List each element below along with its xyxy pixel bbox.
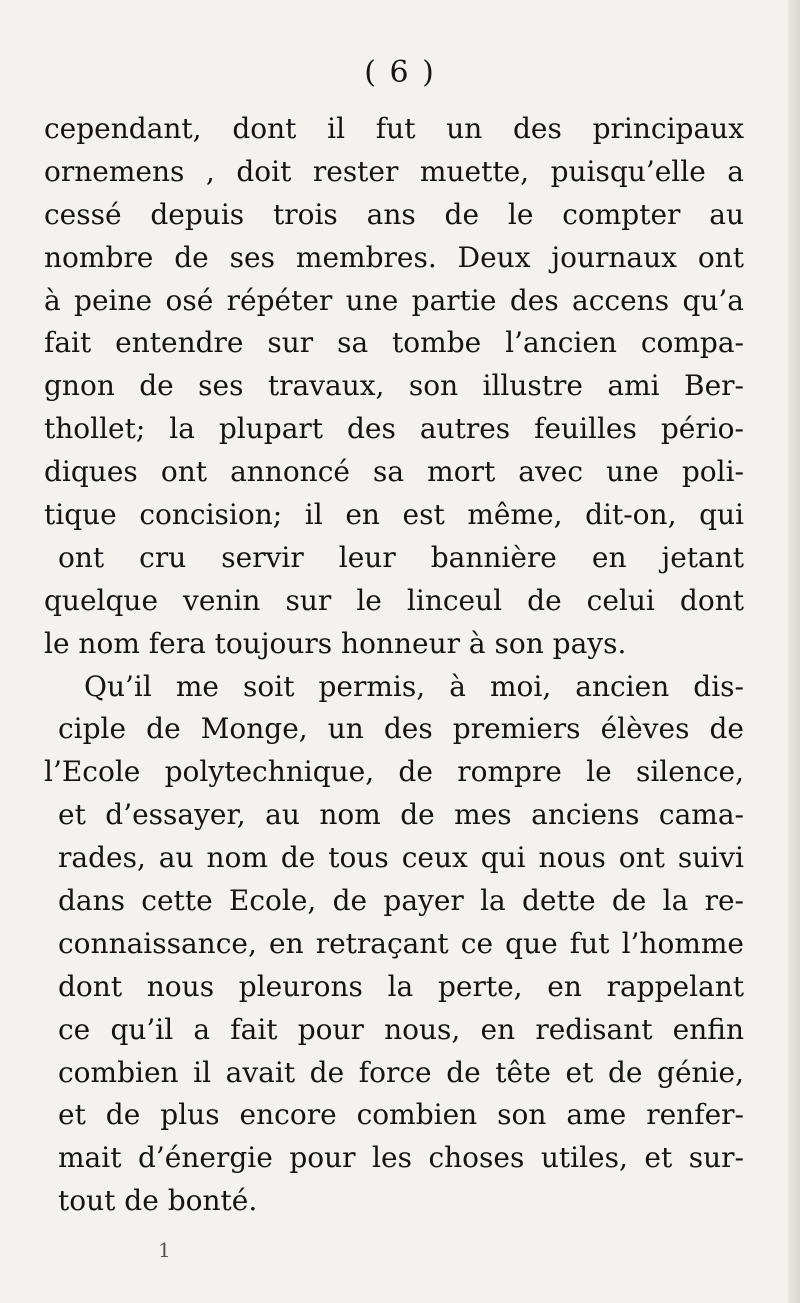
text-line: diques ont annoncé sa mort avec une poli-: [44, 455, 744, 489]
text-line: rades, au nom de tous ceux qui nous ont suivi: [58, 841, 744, 875]
text-line: fait entendre sur sa tombe l’ancien compa-: [44, 326, 744, 360]
text-line: dans cette Ecole, de payer la dette de la re-: [58, 884, 744, 918]
text-line: thollet; la plupart des autres feuilles pério-: [44, 412, 744, 446]
page-edge: [788, 0, 800, 1303]
text-line: nombre de ses membres. Deux journaux ont: [44, 240, 744, 274]
text-line: le nom fera toujours honneur à son pays.: [44, 626, 627, 660]
text-line: ont cru servir leur bannière en jetant: [58, 540, 744, 574]
text-line: ce qu’il a fait pour nous, en redisant enfin: [58, 1012, 744, 1046]
text-line: Qu’il me soit permis, à moi, ancien dis-: [84, 669, 744, 703]
text-line: ornemens , doit rester muette, puisqu’elle a: [44, 154, 744, 188]
text-line: quelque venin sur le linceul de celui dont: [44, 583, 744, 617]
text-line: cessé depuis trois ans de le compter au: [44, 197, 744, 231]
text-line: gnon de ses travaux, son illustre ami Ber-: [44, 369, 744, 403]
text-line: l’Ecole polytechnique, de rompre le silence,: [44, 755, 744, 789]
signature-mark: 1: [158, 1238, 171, 1262]
text-line: à peine osé répéter une partie des accens qu’a: [44, 283, 744, 317]
text-line: combien il avait de force de tête et de génie,: [58, 1055, 744, 1089]
text-line: cependant, dont il fut un des principaux: [44, 112, 744, 145]
text-line: tique concision; il en est même, dit-on, qui: [44, 498, 744, 532]
text-line: tout de bonté.: [58, 1184, 258, 1218]
text-line: et de plus encore combien son ame renfer-: [58, 1098, 744, 1132]
body-text: [44, 108, 744, 1223]
text-line: connaissance, en retraçant ce que fut l’homme: [58, 926, 744, 960]
text-line: dont nous pleurons la perte, en rappelant: [58, 969, 744, 1003]
page-number: ( 6 ): [364, 55, 436, 90]
text-line: mait d’énergie pour les choses utiles, et sur-: [58, 1141, 744, 1175]
text-line: ciple de Monge, un des premiers élèves de: [58, 712, 744, 746]
text-line: et d’essayer, au nom de mes anciens cama-: [58, 798, 744, 832]
